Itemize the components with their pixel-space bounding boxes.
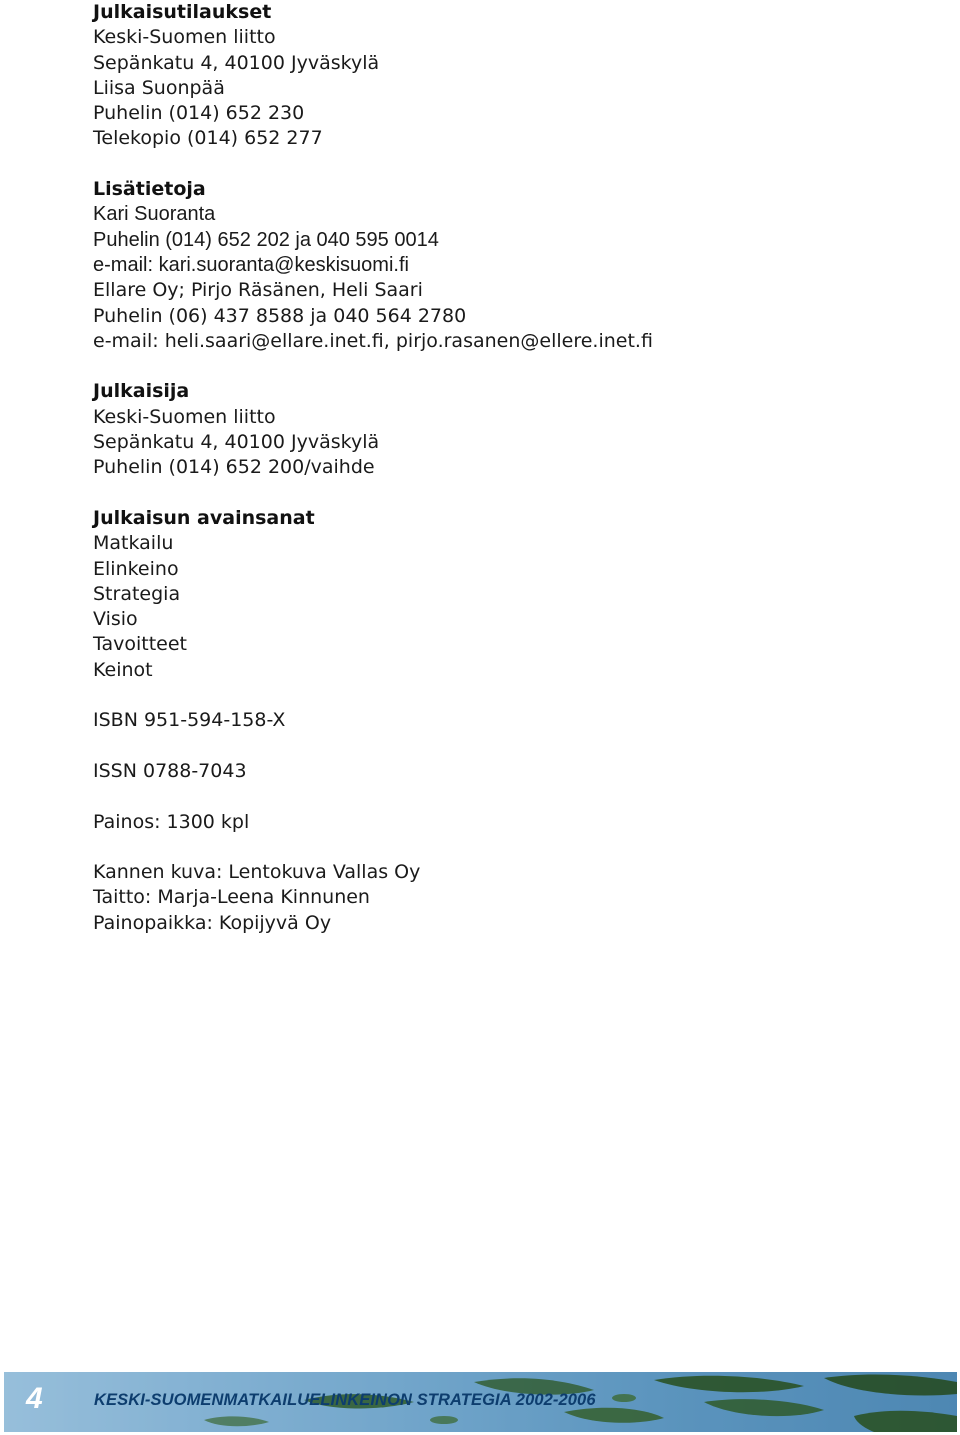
info-heading: Lisätietoja: [93, 178, 206, 201]
subscriptions-heading: Julkaisutilaukset: [93, 1, 272, 23]
credit-cover: Kannen kuva: Lentokuva Vallas Oy: [93, 861, 421, 884]
colophon: [93, 0, 933, 936]
keywords-heading: Julkaisun avainsanat: [93, 506, 315, 529]
print-run: Painos: 1300 kpl: [93, 810, 250, 833]
credit-layout: Taitto: Marja-Leena Kinnunen: [93, 886, 370, 909]
info-phone: Puhelin (014) 652 202 ja 040 595 0014: [93, 228, 439, 251]
keyword-item: Strategia: [93, 582, 181, 605]
subscriptions-fax: Telekopio (014) 652 277: [93, 127, 323, 150]
subscriptions-phone: Puhelin (014) 652 230: [93, 102, 305, 125]
keyword-item: Matkailu: [93, 532, 174, 555]
keyword-item: Tavoitteet: [93, 633, 187, 656]
publisher-heading: Julkaisija: [93, 380, 190, 403]
info-company-email: e-mail: heli.saari@ellare.inet.fi, pirjo.rasanen@ellere.inet.fi: [93, 329, 653, 352]
footer-banner: [4, 1372, 957, 1432]
info-company: Ellare Oy; Pirjo Räsänen, Heli Saari: [93, 279, 423, 302]
info-company-phone: Puhelin (06) 437 8588 ja 040 564 2780: [93, 304, 467, 327]
subscriptions-contact: Liisa Suonpää: [93, 76, 225, 99]
keyword-item: Visio: [93, 608, 138, 631]
page-number: 4: [26, 1382, 43, 1415]
issn: ISSN 0788-7043: [93, 759, 247, 782]
subscriptions-org: Keski-Suomen liitto: [93, 26, 276, 49]
footer-title: KESKI-SUOMENMATKAILUELINKEINON STRATEGIA 2002-2006: [94, 1391, 596, 1409]
credit-printer: Painopaikka: Kopijyvä Oy: [93, 911, 332, 934]
publisher-phone: Puhelin (014) 652 200/vaihde: [93, 456, 375, 479]
info-person: Kari Suoranta: [93, 203, 216, 226]
publisher-address: Sepänkatu 4, 40100 Jyväskylä: [93, 431, 380, 454]
keyword-item: Keinot: [93, 658, 153, 681]
info-email: e-mail: kari.suoranta@keskisuomi.fi: [93, 253, 409, 276]
publisher-org: Keski-Suomen liitto: [93, 405, 276, 428]
isbn: ISBN 951-594-158-X: [93, 709, 286, 732]
keyword-item: Elinkeino: [93, 557, 179, 580]
subscriptions-address: Sepänkatu 4, 40100 Jyväskylä: [93, 51, 380, 74]
